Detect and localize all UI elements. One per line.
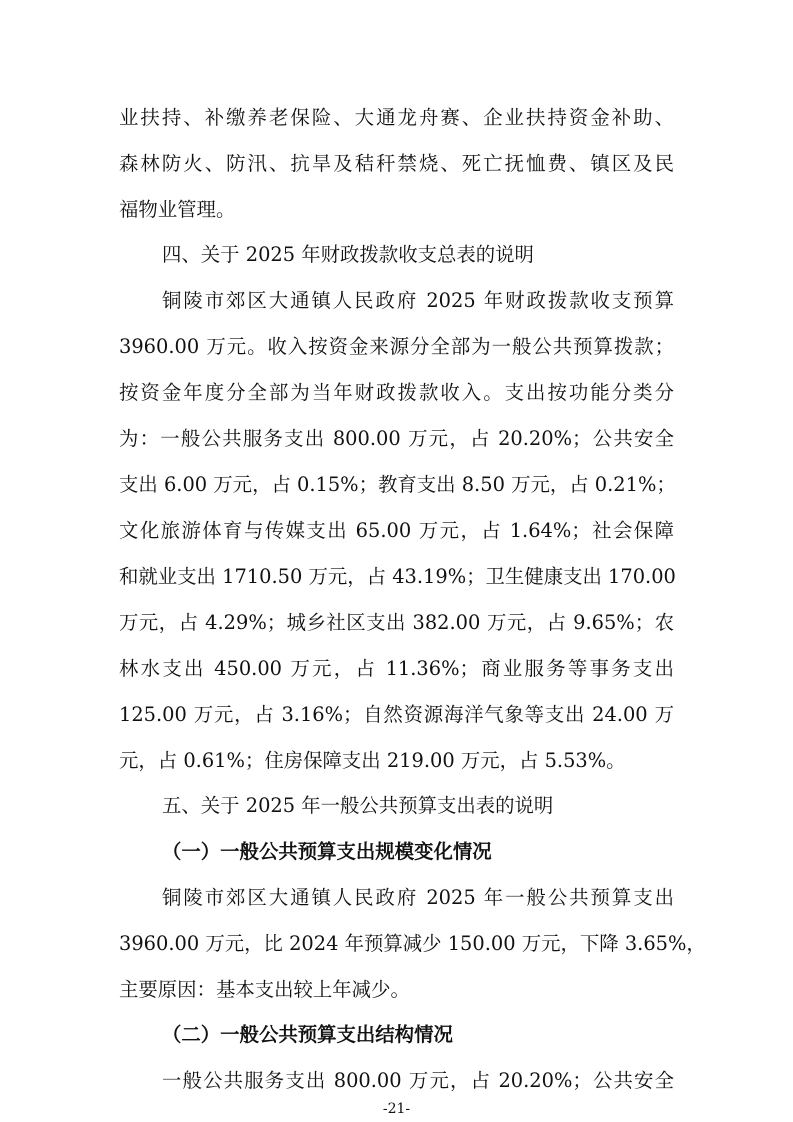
paragraph-line: 支出 6.00 万元，占 0.15%；教育支出 8.50 万元，占 0.21%； <box>119 473 676 496</box>
paragraph-line: 铜陵市郊区大通镇人民政府 2025 年一般公共预算支出 <box>162 886 674 909</box>
paragraph-line: 福物业管理。 <box>119 198 236 221</box>
paragraph-line: 和就业支出 1710.50 万元，占 43.19%；卫生健康支出 170.00 <box>119 565 676 588</box>
page-number: -21- <box>382 1101 411 1117</box>
paragraph-line: 3960.00 万元，比 2024 年预算减少 150.00 万元，下降 3.65%， <box>119 932 706 955</box>
paragraph-line: 业扶持、补缴养老保险、大通龙舟赛、企业扶持资金补助、 <box>119 106 674 129</box>
paragraph-line: 一般公共服务支出 800.00 万元，占 20.20%；公共安全 <box>162 1069 674 1092</box>
paragraph-line: 元，占 0.61%；住房保障支出 219.00 万元，占 5.53%。 <box>119 749 626 772</box>
subsection-heading: （二）一般公共预算支出结构情况 <box>162 1023 453 1046</box>
section-heading: 四、关于 2025 年财政拨款收支总表的说明 <box>162 243 534 266</box>
paragraph-line: 森林防火、防汛、抗旱及秸秆禁烧、死亡抚恤费、镇区及民 <box>119 152 674 175</box>
subsection-heading: （一）一般公共预算支出规模变化情况 <box>162 840 492 863</box>
paragraph-line: 按资金年度分全部为当年财政拨款收入。支出按功能分类分 <box>119 381 674 404</box>
paragraph-line: 125.00 万元，占 3.16%；自然资源海洋气象等支出 24.00 万 <box>119 703 674 726</box>
paragraph-line: 万元，占 4.29%；城乡社区支出 382.00 万元，占 9.65%；农 <box>119 611 674 634</box>
paragraph-line: 3960.00 万元。收入按资金来源分全部为一般公共预算拨款； <box>119 335 674 358</box>
paragraph-line: 为：一般公共服务支出 800.00 万元，占 20.20%；公共安全 <box>119 427 674 450</box>
paragraph-line: 主要原因：基本支出较上年减少。 <box>119 978 410 1001</box>
paragraph-line: 文化旅游体育与传媒支出 65.00 万元，占 1.64%；社会保障 <box>119 519 674 542</box>
section-heading: 五、关于 2025 年一般公共预算支出表的说明 <box>162 794 554 817</box>
paragraph-line: 铜陵市郊区大通镇人民政府 2025 年财政拨款收支预算 <box>162 289 674 312</box>
paragraph-line: 林水支出 450.00 万元，占 11.36%；商业服务等事务支出 <box>119 657 674 680</box>
